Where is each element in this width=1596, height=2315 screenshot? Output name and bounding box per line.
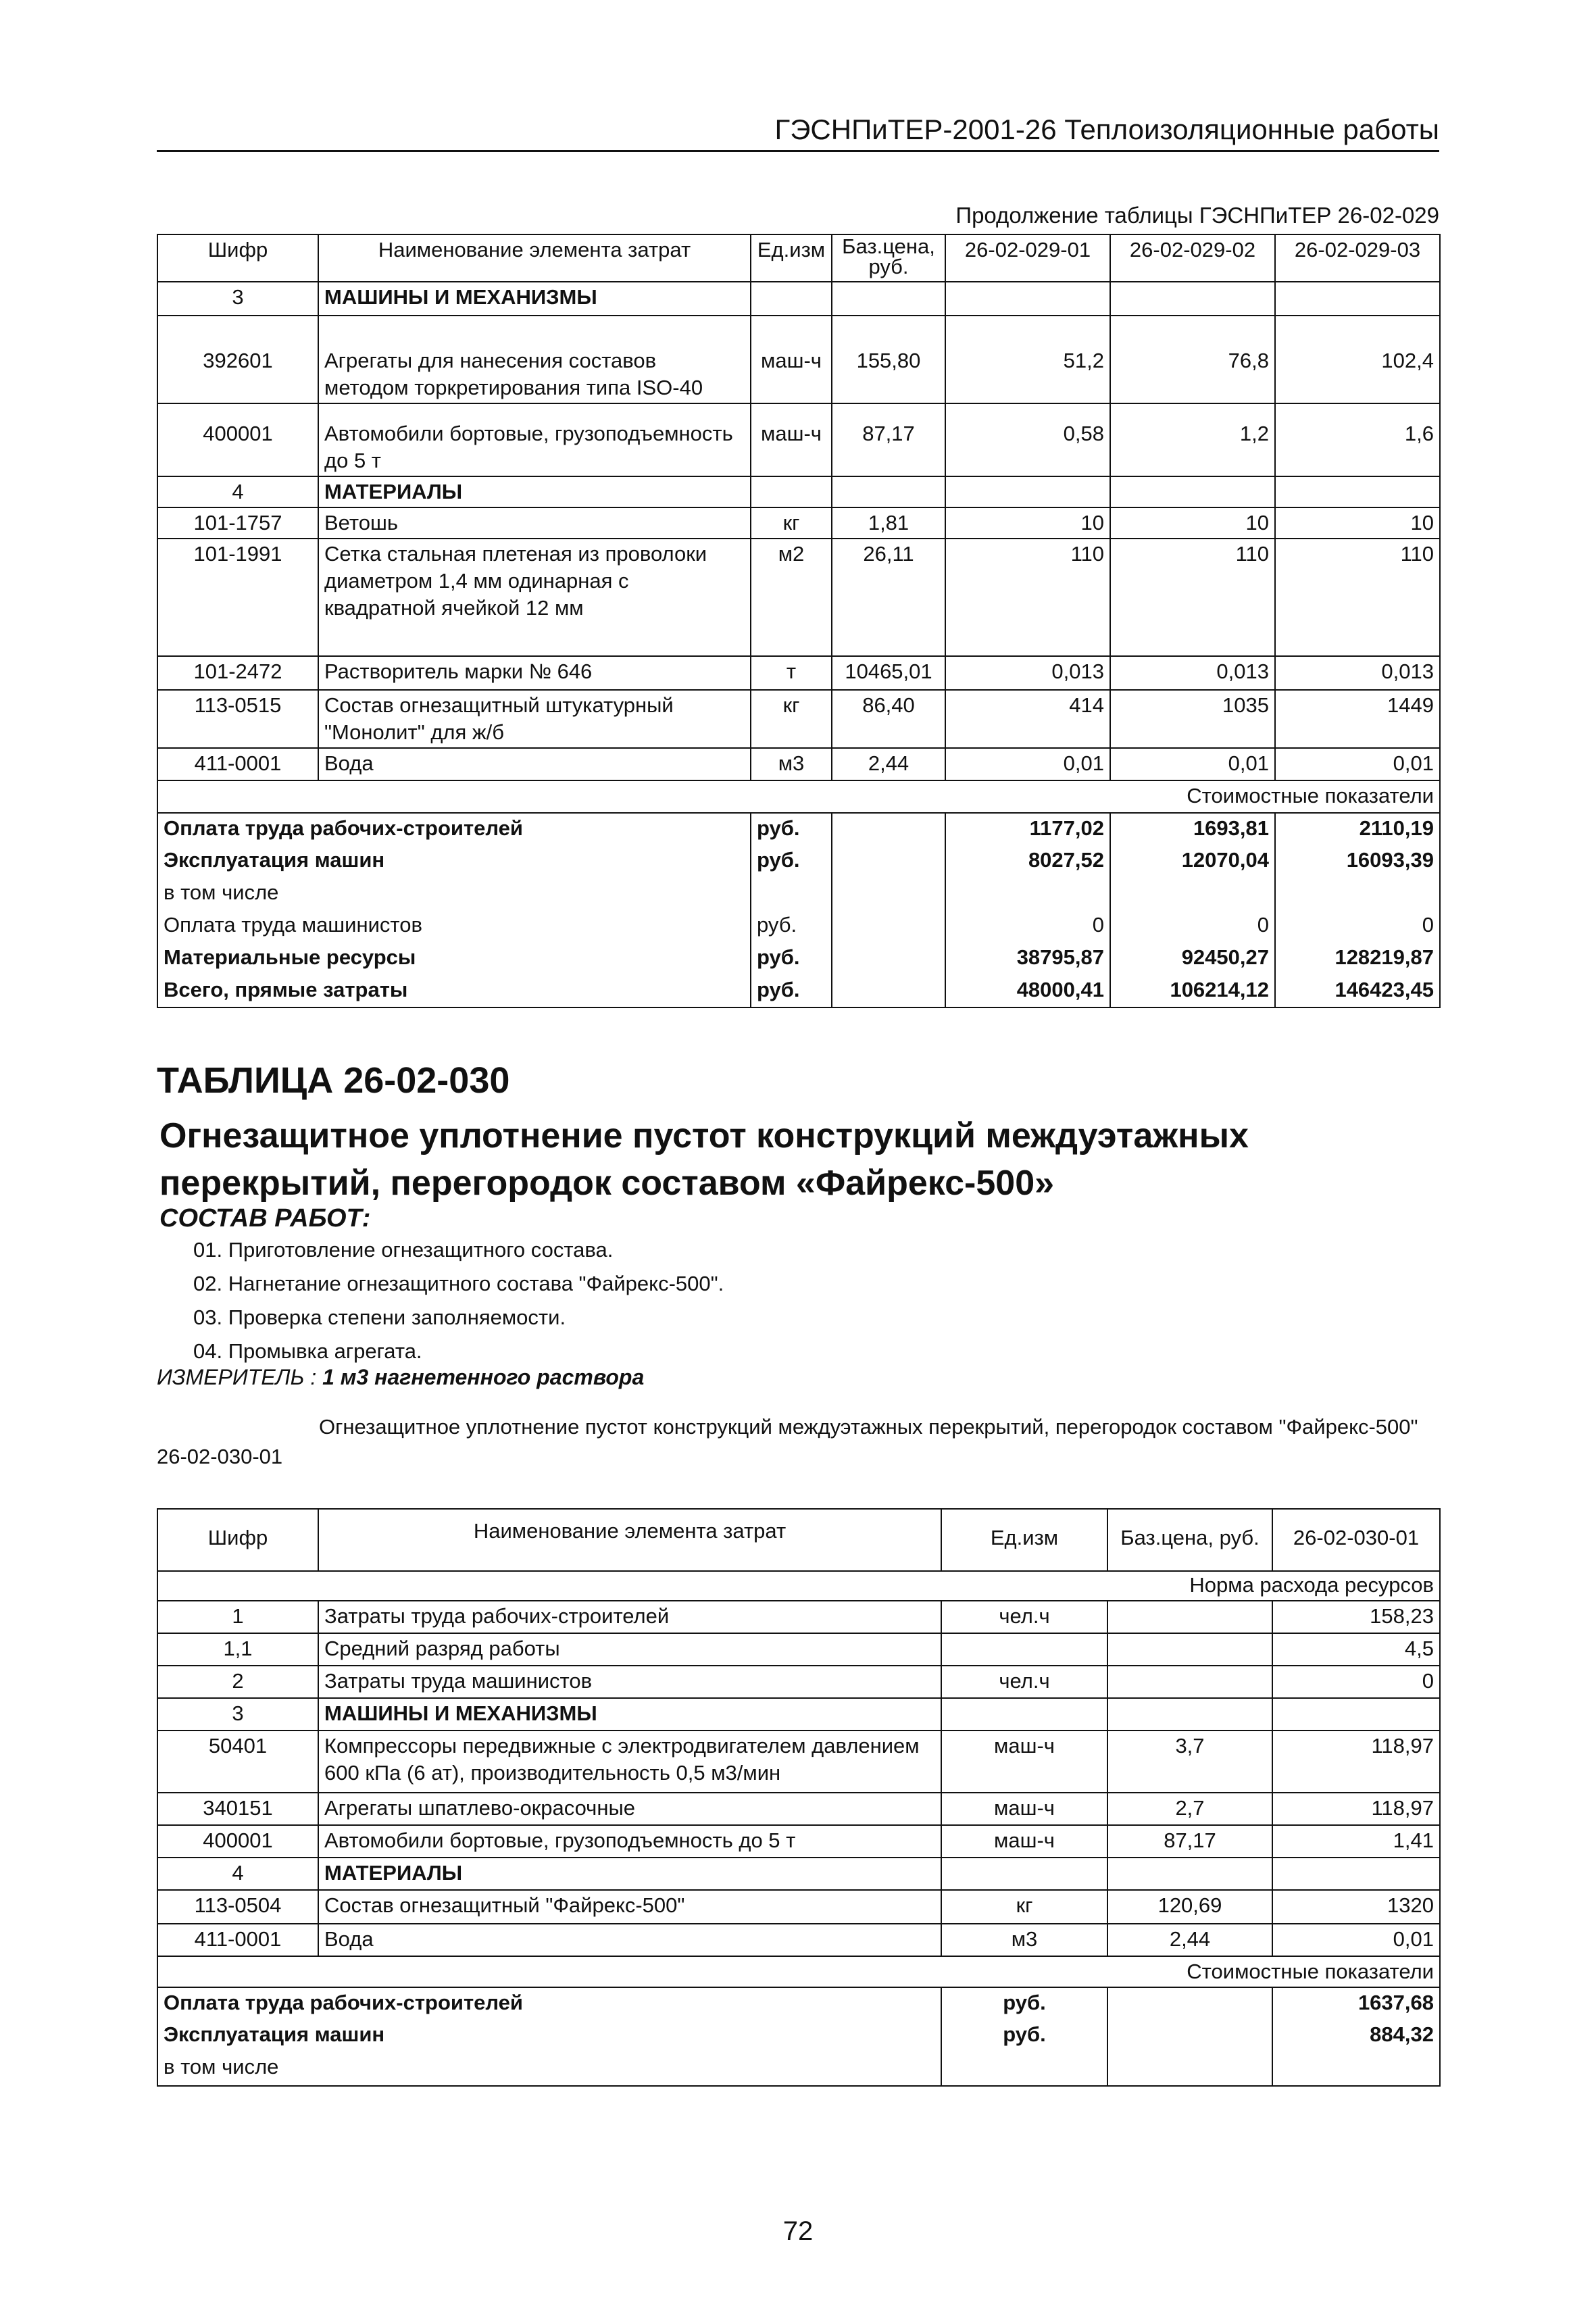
cell-value-1: 0,01 [1272, 1924, 1440, 1956]
cell-value-1 [1272, 1698, 1440, 1731]
cost-price-empty [832, 943, 945, 975]
cost-row [157, 813, 1440, 845]
section-description: Огнезащитное уплотнение пустот конструкций междуэтажных перекрытий, перегородок составом «Файрекс-500» [159, 1116, 1249, 1203]
cell-unit: т [751, 656, 832, 690]
cost-value-1: 1177,02 [945, 813, 1110, 845]
cell-price: 86,40 [832, 690, 945, 748]
cell-price: 26,11 [832, 539, 945, 656]
cell-name: Сетка стальная плетеная из проволоки диаметром 1,4 мм одинарная с квадратной ячейкой 12 мм [318, 539, 751, 656]
cost-indicators-heading: Стоимостные показатели [157, 1956, 1440, 1987]
cost-value-1: 0 [945, 910, 1110, 943]
cell-name: Ветошь [318, 507, 751, 539]
cell-value-3 [1275, 476, 1440, 507]
cost-value-1: 48000,41 [945, 975, 1110, 1007]
table-row [157, 282, 1440, 316]
work-step: 04. Промывка агрегата. [193, 1339, 422, 1363]
cost-row [157, 878, 1440, 910]
works-heading: СОСТАВ РАБОТ: [159, 1204, 371, 1233]
cost-label: Оплата труда машинистов [157, 910, 751, 943]
cost-label: Всего, прямые затраты [157, 975, 751, 1007]
cell-value-1: 118,97 [1272, 1793, 1440, 1825]
cell-price [1107, 1698, 1272, 1731]
cell-code: 1,1 [157, 1633, 318, 1666]
col-header-name: Наименование элемента затрат [318, 1509, 941, 1571]
cell-value-2: 0,013 [1110, 656, 1275, 690]
running-header: ГЭСНПиТЕР-2001-26 Теплоизоляционные работы [774, 114, 1439, 145]
cell-value-3: 1,6 [1275, 403, 1440, 476]
cell-value-1: 10 [945, 507, 1110, 539]
cost-indicators-heading: Стоимостные показатели [157, 780, 1440, 813]
cell-code: 101-1757 [157, 507, 318, 539]
cell-price: 87,17 [832, 403, 945, 476]
cost-price-empty [832, 878, 945, 910]
table-row [157, 1633, 1440, 1666]
cell-unit [941, 1633, 1107, 1666]
col-header-item-1: 26-02-030-01 [1272, 1509, 1440, 1571]
cell-unit [751, 476, 832, 507]
cell-value-2: 110 [1110, 539, 1275, 656]
cost-unit: руб. [941, 2020, 1107, 2052]
cost-row [157, 2020, 1440, 2052]
resource-table-26-02-029 [157, 234, 1441, 1008]
cell-code: 400001 [157, 1825, 318, 1858]
cell-code: 400001 [157, 403, 318, 476]
cell-price: 120,69 [1107, 1890, 1272, 1924]
measurement-value: 1 м3 нагнетенного раствора [322, 1365, 645, 1389]
cost-unit: руб. [751, 975, 832, 1007]
col-header-code: Шифр [157, 1509, 318, 1571]
cell-unit: маш-ч [751, 316, 832, 403]
cell-code: 2 [157, 1666, 318, 1698]
cell-value-1: 0 [1272, 1666, 1440, 1698]
cell-value-1: 414 [945, 690, 1110, 748]
table-row [157, 1924, 1440, 1956]
table-row [157, 507, 1440, 539]
cell-value-1: 51,2 [945, 316, 1110, 403]
cell-unit: кг [751, 690, 832, 748]
cost-label: Материальные ресурсы [157, 943, 751, 975]
cost-price-empty [832, 845, 945, 878]
cost-value-3: 146423,45 [1275, 975, 1440, 1007]
item-code: 26-02-030-01 [157, 1445, 283, 1468]
cost-value-2: 106214,12 [1110, 975, 1275, 1007]
cell-unit: маш-ч [751, 403, 832, 476]
measurement-unit-line [157, 1365, 644, 1390]
cell-unit: м3 [941, 1924, 1107, 1956]
cell-code: 101-2472 [157, 656, 318, 690]
cell-value-3: 10 [1275, 507, 1440, 539]
cell-name: МАШИНЫ И МЕХАНИЗМЫ [318, 282, 751, 316]
cost-value-1: 1637,68 [1272, 1987, 1440, 2020]
cell-price: 10465,01 [832, 656, 945, 690]
cell-value-1: 118,97 [1272, 1731, 1440, 1793]
cell-unit: чел.ч [941, 1666, 1107, 1698]
col-header-unit: Ед.изм [941, 1509, 1107, 1571]
cost-unit: руб. [941, 1987, 1107, 2020]
cell-value-1: 4,5 [1272, 1633, 1440, 1666]
cell-name: Автомобили бортовые, грузоподъемность до 5 т [318, 403, 751, 476]
cost-price-empty [1107, 2020, 1272, 2052]
cost-row [157, 943, 1440, 975]
cell-price: 155,80 [832, 316, 945, 403]
cost-price-empty [1107, 1987, 1272, 2020]
col-header-unit: Ед.изм [751, 234, 832, 282]
work-step: 01. Приготовление огнезащитного состава. [193, 1238, 614, 1262]
cell-code: 411-0001 [157, 1924, 318, 1956]
cost-value-2: 12070,04 [1110, 845, 1275, 878]
cell-price [832, 282, 945, 316]
page-number: 72 [782, 2216, 814, 2246]
measurement-label: ИЗМЕРИТЕЛЬ : [157, 1365, 317, 1389]
cell-unit: кг [941, 1890, 1107, 1924]
cost-value-2: 92450,27 [1110, 943, 1275, 975]
table-row [157, 476, 1440, 507]
cell-value-2: 10 [1110, 507, 1275, 539]
cell-value-3: 0,01 [1275, 748, 1440, 780]
cell-code: 113-0504 [157, 1890, 318, 1924]
cost-row [157, 975, 1440, 1007]
cost-value-2: 1693,81 [1110, 813, 1275, 845]
table-row [157, 1825, 1440, 1858]
cost-price-empty [832, 975, 945, 1007]
cell-unit: маш-ч [941, 1793, 1107, 1825]
cell-name: Состав огнезащитный "Файрекс-500" [318, 1890, 941, 1924]
cell-unit [751, 282, 832, 316]
cell-value-1: 0,01 [945, 748, 1110, 780]
col-header-item-3: 26-02-029-03 [1275, 234, 1440, 282]
cell-code: 340151 [157, 1793, 318, 1825]
cell-unit [941, 1858, 1107, 1890]
cell-value-1 [945, 476, 1110, 507]
cost-price-empty [1107, 2052, 1272, 2086]
cell-name: Вода [318, 1924, 941, 1956]
cost-value-2 [1110, 878, 1275, 910]
cell-value-2: 1,2 [1110, 403, 1275, 476]
cost-value-3: 2110,19 [1275, 813, 1440, 845]
cost-value-3: 0 [1275, 910, 1440, 943]
cell-unit: маш-ч [941, 1731, 1107, 1793]
header-rule [157, 150, 1439, 152]
cell-unit: м3 [751, 748, 832, 780]
item-name: Огнезащитное уплотнение пустот конструкций междуэтажных перекрытий, перегородок составом "Файрекс-500" [319, 1415, 1418, 1439]
cell-code: 3 [157, 282, 318, 316]
norm-header-row [157, 1571, 1440, 1601]
cell-price: 2,44 [832, 748, 945, 780]
table-header-row [157, 1509, 1440, 1571]
cost-row [157, 910, 1440, 943]
cell-price [1107, 1633, 1272, 1666]
table-row [157, 316, 1440, 403]
work-step: 03. Проверка степени заполняемости. [193, 1305, 566, 1329]
cell-value-1 [1272, 1858, 1440, 1890]
cost-price-empty [832, 813, 945, 845]
cell-value-3: 102,4 [1275, 316, 1440, 403]
cell-price: 1,81 [832, 507, 945, 539]
table-row [157, 403, 1440, 476]
cost-value-1 [945, 878, 1110, 910]
col-header-price: Баз.цена, руб. [1107, 1509, 1272, 1571]
cell-name: МАТЕРИАЛЫ [318, 476, 751, 507]
cost-value-1: 884,32 [1272, 2020, 1440, 2052]
cost-unit: руб. [751, 845, 832, 878]
cost-value-3: 16093,39 [1275, 845, 1440, 878]
cell-value-1 [945, 282, 1110, 316]
cell-value-3 [1275, 282, 1440, 316]
table-row [157, 1793, 1440, 1825]
table-row [157, 690, 1440, 748]
cell-name: Вода [318, 748, 751, 780]
cell-name: Агрегаты шпатлево-окрасочные [318, 1793, 941, 1825]
cost-unit: руб. [751, 910, 832, 943]
col-header-name: Наименование элемента затрат [318, 234, 751, 282]
cell-code: 113-0515 [157, 690, 318, 748]
cell-code: 101-1991 [157, 539, 318, 656]
cost-label: Оплата труда рабочих-строителей [157, 1987, 941, 2020]
col-header-item-1: 26-02-029-01 [945, 234, 1110, 282]
cell-value-1: 1320 [1272, 1890, 1440, 1924]
cost-row [157, 2052, 1440, 2086]
cell-unit [941, 1698, 1107, 1731]
table-row [157, 1731, 1440, 1793]
cell-code: 411-0001 [157, 748, 318, 780]
cell-name: Затраты труда машинистов [318, 1666, 941, 1698]
cell-name: Растворитель марки № 646 [318, 656, 751, 690]
cell-name: Компрессоры передвижные с электродвигателем давлением 600 кПа (6 ат), производительность 0,5 м3/мин [318, 1731, 941, 1793]
cell-code: 392601 [157, 316, 318, 403]
cell-code: 3 [157, 1698, 318, 1731]
cell-unit: чел.ч [941, 1601, 1107, 1633]
cell-value-3: 1449 [1275, 690, 1440, 748]
work-step: 02. Нагнетание огнезащитного состава "Файрекс-500". [193, 1272, 724, 1295]
table-row [157, 539, 1440, 656]
cell-value-2 [1110, 282, 1275, 316]
section-title: ТАБЛИЦА 26-02-030 [157, 1060, 510, 1101]
table-row [157, 1666, 1440, 1698]
cost-value-1 [1272, 2052, 1440, 2086]
cell-value-2 [1110, 476, 1275, 507]
cell-code: 1 [157, 1601, 318, 1633]
cell-value-2: 1035 [1110, 690, 1275, 748]
cell-value-2: 76,8 [1110, 316, 1275, 403]
cell-price: 87,17 [1107, 1825, 1272, 1858]
cost-value-2: 0 [1110, 910, 1275, 943]
cell-value-1: 110 [945, 539, 1110, 656]
cost-label: Оплата труда рабочих-строителей [157, 813, 751, 845]
table-row [157, 656, 1440, 690]
cell-code: 50401 [157, 1731, 318, 1793]
cell-code: 4 [157, 1858, 318, 1890]
cost-label: в том числе [157, 2052, 941, 2086]
cell-value-1: 158,23 [1272, 1601, 1440, 1633]
table-row [157, 748, 1440, 780]
cell-unit: кг [751, 507, 832, 539]
cell-unit: маш-ч [941, 1825, 1107, 1858]
table-header-row [157, 234, 1440, 282]
cost-row [157, 1987, 1440, 2020]
cost-value-3 [1275, 878, 1440, 910]
col-header-code: Шифр [157, 234, 318, 282]
cell-price: 2,7 [1107, 1793, 1272, 1825]
cost-unit [941, 2052, 1107, 2086]
table-row [157, 1601, 1440, 1633]
table-row [157, 1698, 1440, 1731]
cost-value-1: 8027,52 [945, 845, 1110, 878]
cost-label: Эксплуатация машин [157, 2020, 941, 2052]
cell-price [1107, 1601, 1272, 1633]
cell-name: Средний разряд работы [318, 1633, 941, 1666]
col-header-item-2: 26-02-029-02 [1110, 234, 1275, 282]
cost-row [157, 845, 1440, 878]
cell-name: Автомобили бортовые, грузоподъемность до 5 т [318, 1825, 941, 1858]
table-row [157, 1890, 1440, 1924]
cost-header-row [157, 1956, 1440, 1987]
cost-value-1: 38795,87 [945, 943, 1110, 975]
cell-price: 3,7 [1107, 1731, 1272, 1793]
cell-value-1: 1,41 [1272, 1825, 1440, 1858]
cell-value-3: 110 [1275, 539, 1440, 656]
cost-value-3: 128219,87 [1275, 943, 1440, 975]
table-row [157, 1858, 1440, 1890]
cell-value-1: 0,58 [945, 403, 1110, 476]
cost-label: Эксплуатация машин [157, 845, 751, 878]
cell-name: Затраты труда рабочих-строителей [318, 1601, 941, 1633]
cell-code: 4 [157, 476, 318, 507]
cell-price [1107, 1666, 1272, 1698]
cell-name: Агрегаты для нанесения составов методом торкретирования типа ISO-40 [318, 316, 751, 403]
resource-table-26-02-030 [157, 1508, 1441, 2087]
cost-label: в том числе [157, 878, 751, 910]
cell-value-2: 0,01 [1110, 748, 1275, 780]
col-header-price: Баз.цена, руб. [832, 234, 945, 282]
cost-header-row [157, 780, 1440, 813]
cell-name: Состав огнезащитный штукатурный "Монолит" для ж/б [318, 690, 751, 748]
cell-price: 2,44 [1107, 1924, 1272, 1956]
cost-unit: руб. [751, 943, 832, 975]
cost-unit: руб. [751, 813, 832, 845]
cell-name: МАШИНЫ И МЕХАНИЗМЫ [318, 1698, 941, 1731]
cell-unit: м2 [751, 539, 832, 656]
cost-unit [751, 878, 832, 910]
cell-price [1107, 1858, 1272, 1890]
table-continuation-caption: Продолжение таблицы ГЭСНПиТЕР 26-02-029 [955, 203, 1439, 228]
cell-price [832, 476, 945, 507]
cell-value-3: 0,013 [1275, 656, 1440, 690]
norm-heading: Норма расхода ресурсов [157, 1571, 1440, 1601]
cost-price-empty [832, 910, 945, 943]
cell-value-1: 0,013 [945, 656, 1110, 690]
cell-name: МАТЕРИАЛЫ [318, 1858, 941, 1890]
